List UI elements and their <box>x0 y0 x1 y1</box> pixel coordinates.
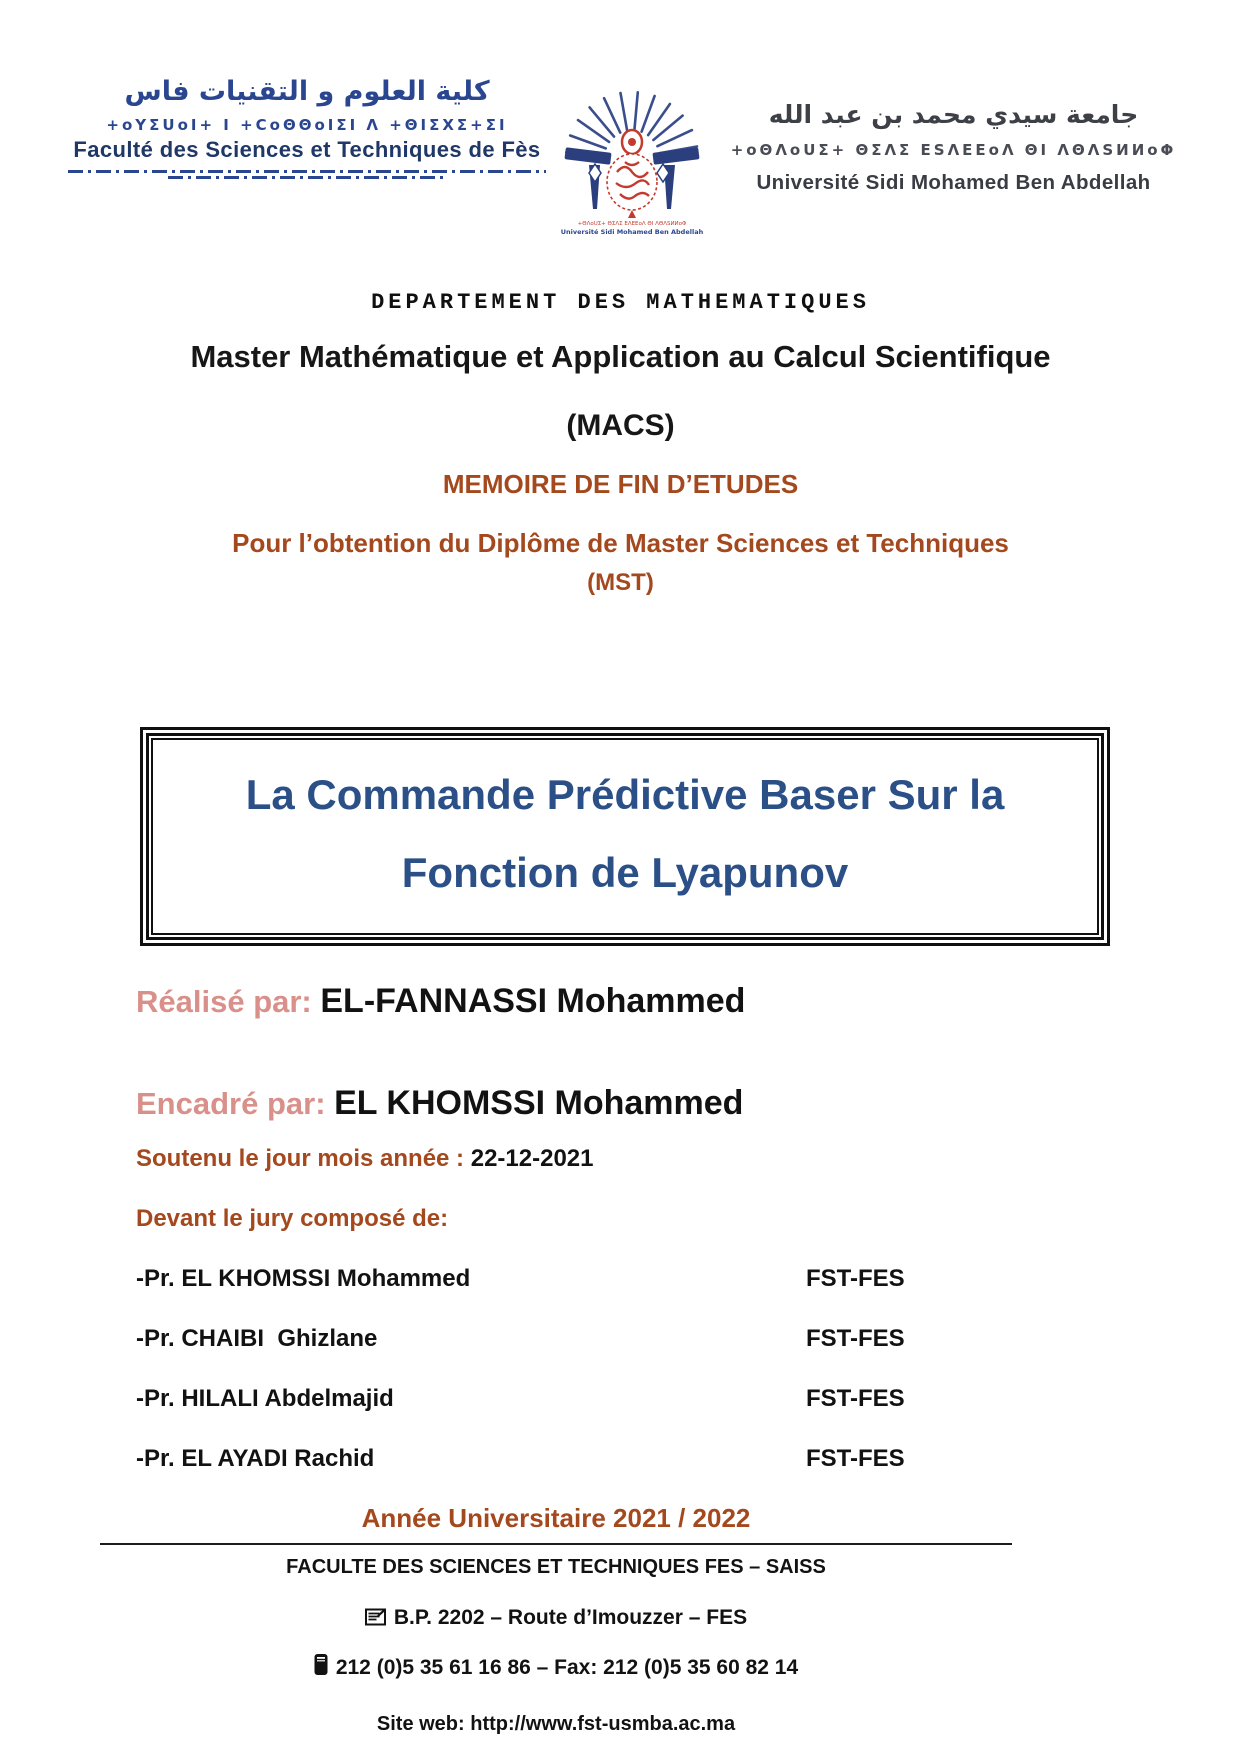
emblem-tassel <box>628 210 636 218</box>
emblem-left-capital <box>564 147 611 165</box>
defense-date-value: 22-12-2021 <box>470 1145 594 1173</box>
jury-heading: Devant le jury composé de: <box>136 1205 449 1233</box>
thesis-title-box <box>140 727 1110 946</box>
footer-phone-line <box>100 1653 1012 1680</box>
jury-member-name: -Pr. CHAIBI Ghizlane <box>136 1325 378 1353</box>
supervisor-row <box>136 1084 1241 1123</box>
thesis-title-line1: La Commande Prédictive Baser Sur la <box>245 771 1005 818</box>
telephone-icon <box>314 1653 328 1676</box>
academic-year: Année Universitaire 2021 / 2022 <box>361 1503 751 1534</box>
page-footer <box>100 1503 1012 1736</box>
decorative-dashdot-line-short <box>168 176 445 179</box>
faculty-name-arabic: كلية العلوم و التقنيات فاس <box>124 76 490 107</box>
author-row <box>136 982 1241 1021</box>
jury-row <box>0 1325 1241 1353</box>
jury-member-affiliation: FST-FES <box>806 1445 905 1473</box>
university-branding-block <box>718 100 1189 195</box>
emblem-caption-latin: Université Sidi Mohamed Ben Abdellah <box>560 228 704 236</box>
faculty-branding-block <box>68 76 546 179</box>
jury-row <box>0 1265 1241 1293</box>
footer-faculty-line: FACULTE DES SCIENCES ET TECHNIQUES FES – SAISS <box>286 1556 826 1579</box>
university-emblem-icon <box>547 78 717 238</box>
jury-member-affiliation: FST-FES <box>806 1385 905 1413</box>
department-heading: DEPARTEMENT DES MATHEMATIQUES <box>371 290 870 315</box>
defense-date-label: Soutenu le jour mois année : <box>136 1145 471 1173</box>
emblem-caption-tifinagh: +ΘΛoUΣ+ ΘΣΛΣ ΕΛΕΕoΛ ΘΙ ΛΘΛSИИoΦ <box>577 221 687 227</box>
jury-member-affiliation: FST-FES <box>806 1265 905 1293</box>
emblem-medallion <box>607 154 657 210</box>
faculty-name-tifinagh: +oYΣUoI+ I +CoΘΘoIΣI Λ +ΘIΣXΣ+ΣI <box>106 116 508 134</box>
decorative-dashdot-line <box>68 170 546 173</box>
program-abbreviation: (MACS) <box>566 409 675 442</box>
university-name-tifinagh: +oΘΛoUΣ+ ΘΣΛΣ ΕSΛΕΕoΛ ΘΙ ΛΘΛSИИoΦ <box>730 141 1177 159</box>
defense-date-row <box>136 1145 1241 1173</box>
jury-row <box>0 1445 1241 1473</box>
footer-divider <box>100 1543 1012 1545</box>
program-name: Master Mathématique et Application au Calcul Scientifique <box>190 339 1051 374</box>
footer-phone-text: 212 (0)5 35 61 16 86 – Fax: 212 (0)5 35 60 82 14 <box>335 1656 799 1680</box>
jury-member-name: -Pr. EL AYADI Rachid <box>136 1445 375 1473</box>
jury-member-name: -Pr. HILALI Abdelmajid <box>136 1385 394 1413</box>
footer-address-text: B.P. 2202 – Route d’Imouzzer – FES <box>393 1606 748 1630</box>
university-name-french: Université Sidi Mohamed Ben Abdellah <box>756 171 1151 194</box>
memoire-abbreviation: (MST) <box>587 569 654 596</box>
memoire-heading: MEMOIRE DE FIN D’ETUDES <box>442 469 799 499</box>
thesis-title-box-inner-border <box>151 738 1099 935</box>
page-header <box>0 0 1241 243</box>
thesis-title-box-middle-border <box>146 733 1104 940</box>
jury-row <box>0 1385 1241 1413</box>
author-label: Réalisé par: <box>136 984 321 1020</box>
envelope-icon <box>365 1608 386 1626</box>
university-emblem-block <box>546 78 718 243</box>
supervisor-label: Encadré par: <box>136 1086 335 1122</box>
university-name-arabic: جامعة سيدي محمد بن عبد الله <box>768 100 1139 129</box>
footer-address-line <box>100 1606 1012 1630</box>
faculty-name-french: Faculté des Sciences et Techniques de Fès <box>73 137 541 162</box>
author-name: EL-FANNASSI Mohammed <box>320 982 746 1021</box>
jury-member-affiliation: FST-FES <box>806 1325 905 1353</box>
emblem-top-ornament-dot <box>628 138 636 146</box>
jury-member-name: -Pr. EL KHOMSSI Mohammed <box>136 1265 471 1293</box>
memoire-purpose: Pour l’obtention du Diplôme de Master Sciences et Techniques <box>232 528 1009 558</box>
supervisor-name: EL KHOMSSI Mohammed <box>334 1084 744 1123</box>
footer-website-line: Site web: http://www.fst-usmba.ac.ma <box>376 1713 736 1736</box>
thesis-title-line2: Fonction de Lyapunov <box>401 848 849 896</box>
